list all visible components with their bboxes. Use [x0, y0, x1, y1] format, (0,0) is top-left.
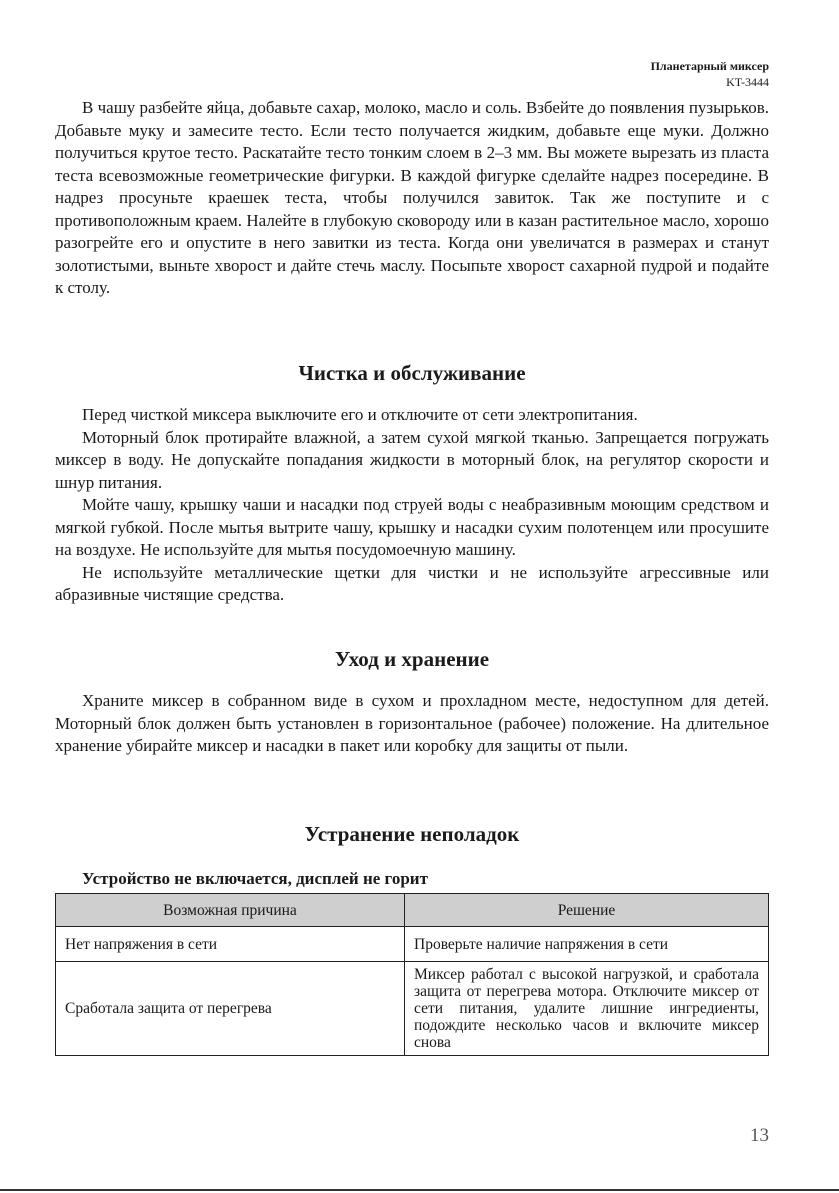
intro-paragraph: В чашу разбейте яйца, добавьте сахар, молоко, масло и соль. Взбейте до появления пузырьков. Добавьте муку и замесите тесто. Если тесто получается жидким, добавьте еще муки. Должно получиться крутое тесто. Раскатайте тесто тонким слоем в 2–3 мм. Вы можете вырезать из пласта теста всевозможные геометрические фигурки. В каждой фигурке сделайте надрез посередине. В надрез просуньте краешек теста, чтобы получился завиток. Так же поступите и с противоположным краем. Налейте в глубокую сковороду или в казан растительное масло, хорошо разогрейте его и опустите в него завитки из теста. Когда они увеличатся в размерах и станут золотистыми, выньте хворост и дайте стечь маслу. Посыпьте хворост сахарной пудрой и подайте к столу. [55, 98, 769, 297]
cleaning-section [55, 404, 769, 607]
cleaning-heading: Чистка и обслуживание [298, 361, 526, 385]
table-row [56, 962, 769, 1056]
troubleshooting-subheading: Устройство не включается, дисплей не горит [82, 869, 428, 888]
cleaning-paragraph-1: Перед чисткой миксера выключите его и отключите от сети электропитания. [82, 405, 638, 424]
cleaning-paragraph-3: Мойте чашу, крышку чаши и насадки под струей воды с неабразивным моющим средством и мягкой губкой. После мытья вытрите чашу, крышку и насадки сухим полотенцем или просушите на воздухе. Не используйте для мытья посудомоечную машину. [55, 495, 769, 559]
storage-section [55, 690, 769, 758]
troubleshooting-heading: Устранение неполадок [304, 822, 520, 846]
running-header [651, 58, 769, 90]
solution-cell: Проверьте наличие напряжения в сети [405, 927, 769, 962]
column-header-cause: Возможная причина [56, 894, 405, 927]
storage-heading: Уход и хранение [334, 647, 490, 671]
storage-paragraph: Храните миксер в собранном виде в сухом и прохладном месте, недоступном для детей. Моторный блок должен быть установлен в горизонтальное (рабочее) положение. На длительное хранение убирайте миксер и насадки в пакет или коробку для защиты от пыли. [55, 691, 769, 755]
cause-cell: Сработала защита от перегрева [56, 962, 405, 1056]
solution-cell: Миксер работал с высокой нагрузкой, и сработала защита от перегрева мотора. Отключите миксер от сети питания, удалите лишние ингредиенты, подождите несколько часов и включите миксер снова [405, 962, 769, 1056]
manual-page [55, 0, 769, 1193]
page-number: 13 [750, 1125, 769, 1146]
cleaning-paragraph-2: Моторный блок протирайте влажной, а затем сухой мягкой тканью. Запрещается погружать миксер в воду. Не допускайте попадания жидкости в моторный блок, на регулятор скорости и шнур питания. [55, 427, 769, 492]
cause-cell: Нет напряжения в сети [56, 927, 405, 962]
header-title: Планетарный миксер [650, 59, 769, 73]
table-row [56, 927, 769, 962]
troubleshooting-table [55, 893, 769, 1056]
bottom-rule [0, 1189, 839, 1191]
table-header-row [56, 894, 769, 927]
cleaning-paragraph-4: Не используйте металлические щетки для чистки и не используйте агрессивные или абразивные чистящие средства. [55, 562, 769, 604]
header-model: KT-3444 [726, 75, 769, 89]
column-header-solution: Решение [405, 894, 769, 927]
intro-section [55, 97, 769, 300]
